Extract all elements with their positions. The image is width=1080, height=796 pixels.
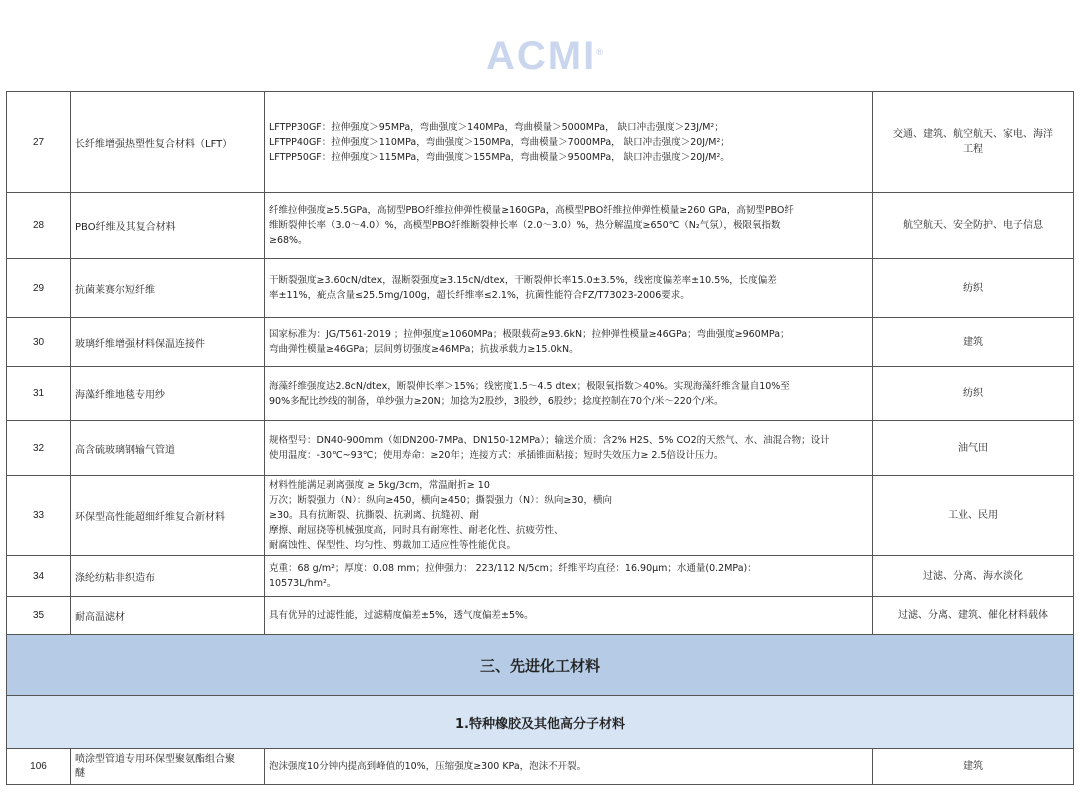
material-name: 长纤维增强热塑性复合材料（LFT）	[71, 92, 265, 193]
table-row	[7, 318, 1074, 367]
row-number: 28	[7, 193, 71, 259]
row-number: 33	[7, 476, 71, 556]
row-number: 34	[7, 556, 71, 597]
application-field: 纺织	[873, 367, 1074, 421]
row-number: 32	[7, 421, 71, 476]
table-row	[7, 259, 1074, 318]
material-name: 喷涂型管道专用环保型聚氨酯组合聚 醚	[71, 749, 265, 785]
application-field: 建筑	[873, 749, 1074, 785]
row-number: 31	[7, 367, 71, 421]
spec-text: 国家标准为：JG/T561-2019 ；拉伸强度≥1060MPa；极限载荷≥93.6kN；拉伸弹性模量≥46GPa；弯曲强度≥960MPa； 弯曲弹性模量≥46GPa；层间剪切强度≥46MPa；抗拔承载力≥15.0kN。	[265, 318, 873, 367]
table-row	[7, 597, 1074, 635]
spec-text: 干断裂强度≥3.60cN/dtex，湿断裂强度≥3.15cN/dtex，干断裂伸长率15.0±3.5%，线密度偏差率±10.5%，长度偏差 率±11%，疵点含量≤25.5mg/100g，超长纤维率≤2.1%，抗菌性能符合FZ/T73023-2006要求。	[265, 259, 873, 318]
spec-text: 纤维拉伸强度≥5.5GPa，高韧型PBO纤维拉伸弹性模量≥160GPa，高模型PBO纤维拉伸弹性模量≥260 GPa，高韧型PBO纤 维断裂伸长率（3.0～4.0）%，高模型PBO纤维断裂伸长率（2.0～3.0）%，热分解温度≥650℃（N₂气氛），极限氧指数 ≥68%。	[265, 193, 873, 259]
application-field: 建筑	[873, 318, 1074, 367]
row-number: 106	[7, 749, 71, 785]
acmi-logo: ACMI®	[486, 34, 605, 78]
material-name: 涤纶纺粘非织造布	[71, 556, 265, 597]
table-row	[7, 92, 1074, 193]
material-name: 玻璃纤维增强材料保温连接件	[71, 318, 265, 367]
row-number: 35	[7, 597, 71, 635]
subsection-title: 1.特种橡胶及其他高分子材料	[7, 696, 1074, 749]
application-field: 航空航天、安全防护、电子信息	[873, 193, 1074, 259]
table-row	[7, 749, 1074, 785]
materials-table	[6, 91, 1074, 785]
section-title: 三、先进化工材料	[7, 635, 1074, 696]
spec-text: 材料性能满足剥离强度 ≥ 5kg/3cm，常温耐折≥ 10 万次；断裂强力（N）：纵向≥450，横向≥450；撕裂强力（N）：纵向≥30，横向 ≥30。具有抗断裂、抗撕裂、抗剥离、抗缝初、耐 摩擦、耐屈挠等机械强度高，同时具有耐寒性、耐老化性、抗疲劳性、 耐腐蚀性、保型性、均匀性、剪裁加工适应性等性能优良。	[265, 476, 873, 556]
table-row	[7, 421, 1074, 476]
row-number: 30	[7, 318, 71, 367]
spec-text: 克重：68 g/m²；厚度：0.08 mm；拉伸强力： 223/112 N/5cm；纤维平均直径：16.90μm；水通量(0.2MPa)： 10573L/hm²。	[265, 556, 873, 597]
application-field: 过滤、分离、建筑、催化材料载体	[873, 597, 1074, 635]
application-field: 纺织	[873, 259, 1074, 318]
row-number: 29	[7, 259, 71, 318]
table-row	[7, 367, 1074, 421]
material-name: PBO纤维及其复合材料	[71, 193, 265, 259]
application-field: 过滤、分离、海水淡化	[873, 556, 1074, 597]
table-row	[7, 556, 1074, 597]
spec-text: LFTPP30GF：拉伸强度＞95MPa，弯曲强度＞140MPa，弯曲模量＞5000MPa， 缺口冲击强度＞23J/M²； LFTPP40GF：拉伸强度＞110MPa，弯曲强度＞150MPa，弯曲模量＞7000MPa， 缺口冲击强度＞20J/M²； LFTPP50GF：拉伸强度＞115MPa，弯曲强度＞155MPa，弯曲模量＞9500MPa， 缺口冲击强度＞20J/M²。	[265, 92, 873, 193]
material-name: 高含硫玻璃钢输气管道	[71, 421, 265, 476]
material-name: 抗菌莱赛尔短纤维	[71, 259, 265, 318]
spec-text: 泡沫强度10分钟内提高到峰值的10%，压缩强度≥300 KPa，泡沫不开裂。	[265, 749, 873, 785]
application-field: 交通、建筑、航空航天、家电、海洋 工程	[873, 92, 1074, 193]
material-name: 环保型高性能超细纤维复合新材料	[71, 476, 265, 556]
row-number: 27	[7, 92, 71, 193]
spec-text: 具有优异的过滤性能，过滤精度偏差±5%，透气度偏差±5%。	[265, 597, 873, 635]
table-row	[7, 193, 1074, 259]
material-name: 海藻纤维地毯专用纱	[71, 367, 265, 421]
table-row	[7, 476, 1074, 556]
material-name: 耐高温滤材	[71, 597, 265, 635]
application-field: 油气田	[873, 421, 1074, 476]
spec-text: 海藻纤维强度达2.8cN/dtex，断裂伸长率＞15%；线密度1.5～4.5 dtex；极限氧指数＞40%。实现海藻纤维含量自10%至 90%多配比纱线的制备，单纱强力≥20N；加捻为2股纱，3股纱，6股纱；捻度控制在70个/米～220个/米。	[265, 367, 873, 421]
application-field: 工业、民用	[873, 476, 1074, 556]
spec-text: 规格型号：DN40-900mm（如DN200-7MPa、DN150-12MPa）；输送介质：含2% H2S、5% CO2的天然气、水、油混合物；设计 使用温度：-30℃~93℃；使用寿命：≥20年；连接方式：承插锥面粘接；短时失效压力≥ 2.5倍设计压力。	[265, 421, 873, 476]
